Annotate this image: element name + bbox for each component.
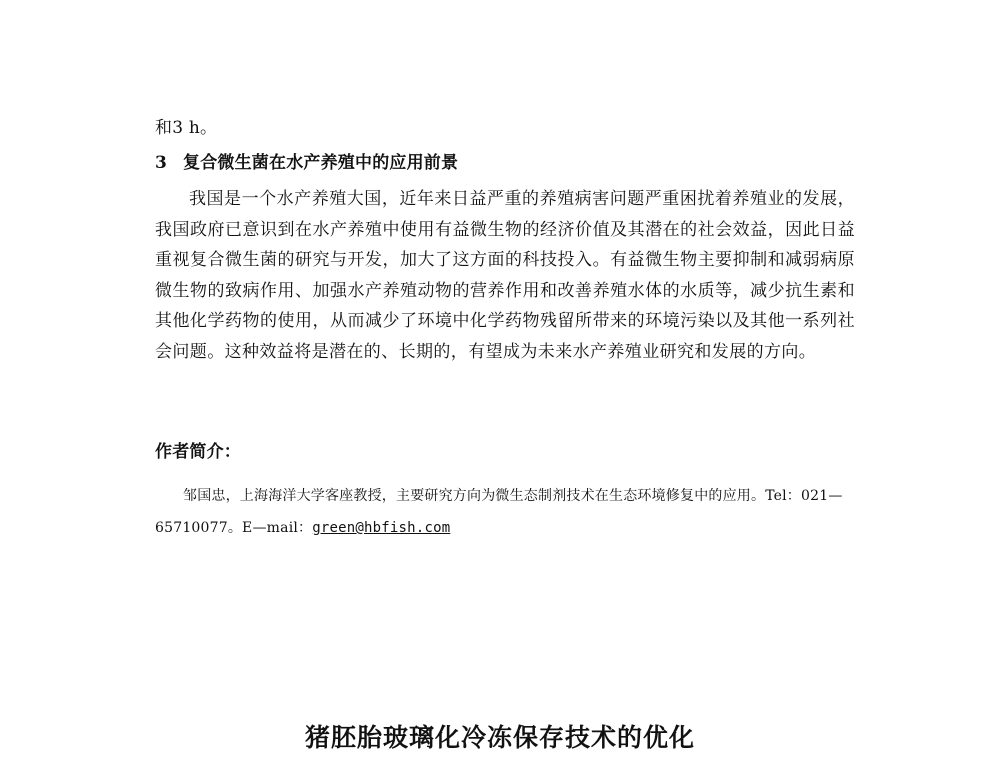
author-heading: 作者简介： <box>155 442 241 462</box>
body-paragraph: 我国是一个水产养殖大国，近年来日益严重的养殖病害问题严重困扰着养殖业的发展，我国政府已意识到在水产养殖中使用有益微生物的经济价值及其潜在的社会效益，因此日益重视复合微生菌的研究与开发，加大了这方面的科技投入。有益微生物主要抑制和减弱病原微生物的致病作用、加强水产养殖动物的营养作用和改善养殖水体的水质等，减少抗生素和其他化学药物的使用，从而减少了环境中化学药物残留所带来的环境污染以及其他一系列社会问题。这种效益将是潜在的、长期的，有望成为未来水产养殖业研究和发展的方向。 <box>155 189 855 362</box>
author-bio-text: 邹国忠，上海海洋大学客座教授，主要研究方向为微生态制剂技术在生态环境修复中的应用。Tel：021—65710077。E—mail： <box>155 488 843 536</box>
fragment-line: 和3 h。 <box>155 118 218 138</box>
section-title: 复合微生菌在水产养殖中的应用前景 <box>183 153 459 173</box>
next-article-title: 猪胚胎玻璃化冷冻保存技术的优化 <box>304 723 695 752</box>
section-number: 3 <box>155 153 168 173</box>
author-bio <box>155 480 855 544</box>
section-heading <box>155 151 458 175</box>
author-email-link[interactable]: green@hbfish.com <box>312 520 451 536</box>
